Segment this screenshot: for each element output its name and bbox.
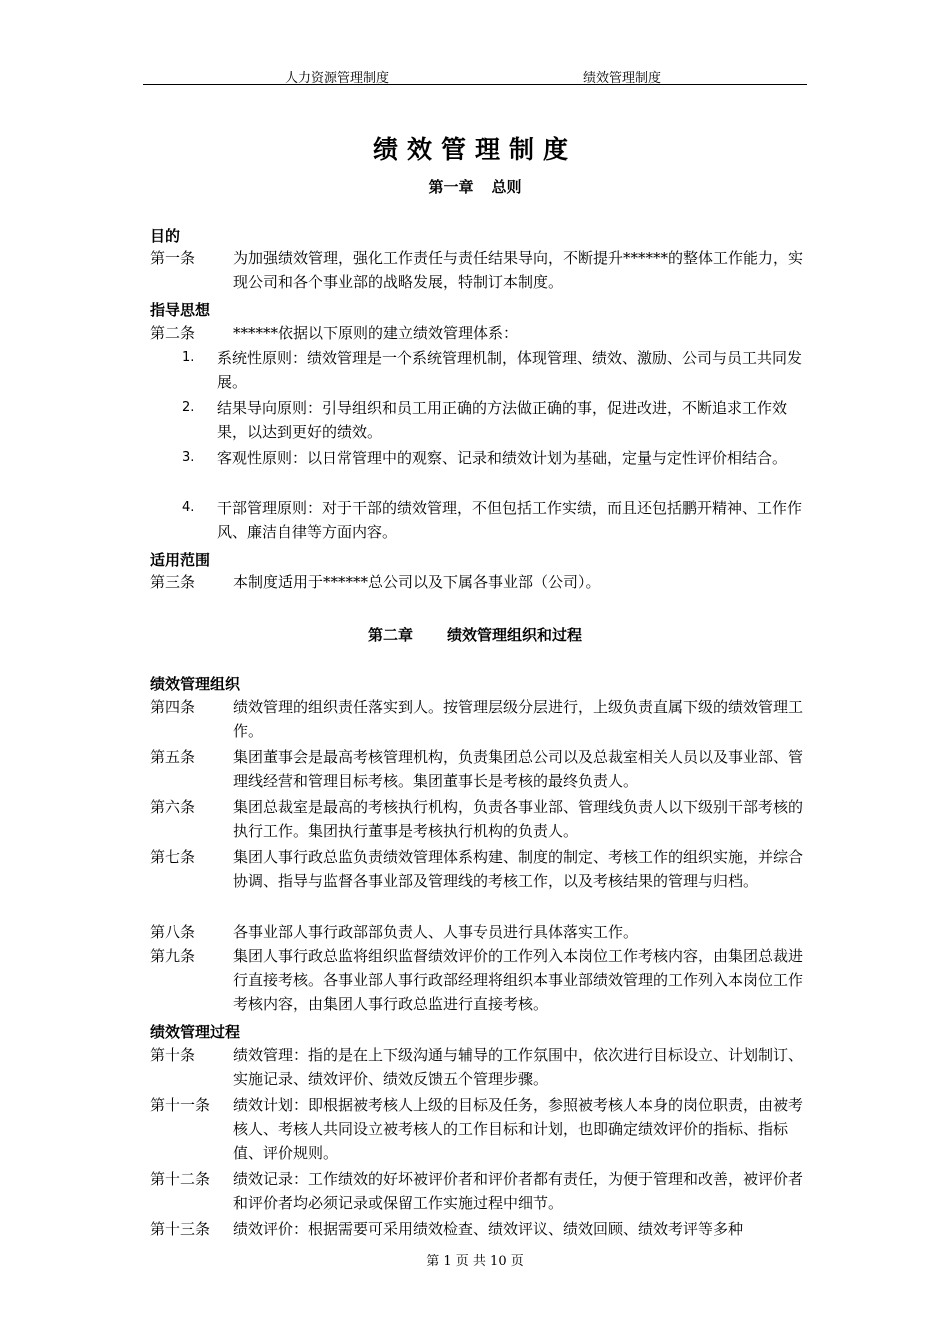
article-label: 第十一条 [150,1096,211,1114]
article-11 [150,1093,810,1165]
header-left: 人力资源管理制度 [285,71,390,86]
section-process: 绩效管理过程 [150,1023,241,1041]
chapter-2-heading [0,624,950,645]
article-13 [150,1217,810,1241]
article-text: 为加强绩效管理，强化工作责任与责任结果导向，不断提升******的整体工作能力，实现公司和各个事业部的战略发展，特制订本制度。 [233,249,804,291]
section-org: 绩效管理组织 [150,675,241,693]
article-text: 绩效记录：工作绩效的好坏被评价者和评价者都有责任，为便于管理和改善，被评价者和评价者均必须记录或保留工作实施过程中细节。 [233,1170,804,1212]
section-purpose: 目的 [150,227,181,245]
article-label: 第七条 [150,848,196,866]
article-label: 第十二条 [150,1170,211,1188]
item-text: 结果导向原则：引导组织和员工用正确的方法做正确的事，促进改进，不断追求工作效果，以达到更好的绩效。 [217,399,788,441]
section-scope: 适用范围 [150,551,211,569]
principle-item [182,446,812,470]
article-label: 第三条 [150,573,196,591]
principle-item [182,346,812,394]
article-label: 第十条 [150,1046,196,1064]
chapter-name: 绩效管理组织和过程 [447,626,583,644]
item-number: 3. [182,450,195,465]
article-3 [150,570,810,594]
article-1 [150,246,810,294]
principle-item [182,396,812,444]
article-text: 各事业部人事行政部部负责人、人事专员进行具体落实工作。 [233,923,639,941]
page-footer: 第 1 页 共 10 页 [426,1254,524,1269]
page-header [143,63,807,85]
section-guiding: 指导思想 [150,301,211,319]
article-10 [150,1043,810,1091]
article-text: 绩效评价：根据需要可采用绩效检查、绩效评议、绩效回顾、绩效考评等多种 [233,1220,744,1238]
article-label: 第四条 [150,698,196,716]
principle-item [182,496,812,544]
article-9 [150,944,810,1016]
item-number: 1. [182,350,195,365]
article-label: 第一条 [150,249,196,267]
article-text: 集团总裁室是最高的考核执行机构，负责各事业部、管理线负责人以下级别干部考核的执行工作。集团执行董事是考核执行机构的负责人。 [233,798,804,840]
item-text: 系统性原则：绩效管理是一个系统管理机制，体现管理、绩效、激励、公司与员工共同发展。 [217,349,803,391]
article-label: 第九条 [150,947,196,965]
article-text: 集团董事会是最高考核管理机构，负责集团总公司以及总裁室相关人员以及事业部、管理线经营和管理目标考核。集团董事长是考核的最终负责人。 [233,748,804,790]
article-text: 绩效管理：指的是在上下级沟通与辅导的工作氛围中，依次进行目标设立、计划制订、实施记录、绩效评价、绩效反馈五个管理步骤。 [233,1046,804,1088]
article-label: 第八条 [150,923,196,941]
document-title: 绩效管理制度 [372,135,577,164]
article-text: 集团人事行政总监负责绩效管理体系构建、制度的制定、考核工作的组织实施，并综合协调、指导与监督各事业部及管理线的考核工作，以及考核结果的管理与归档。 [233,848,804,890]
article-label: 第二条 [150,324,196,342]
article-text: 本制度适用于******总公司以及下属各事业部（公司）。 [233,573,601,591]
chapter-1-heading [0,176,950,197]
article-7 [150,845,810,893]
article-12 [150,1167,810,1215]
article-5 [150,745,810,793]
article-2 [150,321,810,345]
item-number: 4. [182,500,195,515]
item-text: 客观性原则：以日常管理中的观察、记录和绩效计划为基础，定量与定性评价相结合。 [217,449,788,467]
chapter-name: 总则 [491,178,522,196]
article-8 [150,920,810,944]
article-label: 第六条 [150,798,196,816]
article-text: 集团人事行政总监将组织监督绩效评价的工作列入本岗位工作考核内容，由集团总裁进行直接考核。各事业部人事行政部经理将组织本事业部绩效管理的工作列入本岗位工作考核内容，由集团人事行政总监进行直接考核。 [233,947,804,1013]
article-text: ******依据以下原则的建立绩效管理体系： [233,324,519,342]
article-text: 绩效计划：即根据被考核人上级的目标及任务，参照被考核人本身的岗位职责，由被考核人、考核人共同设立被考核人的工作目标和计划，也即确定绩效评价的指标、指标值、评价规则。 [233,1096,804,1162]
header-right: 绩效管理制度 [583,71,662,86]
chapter-number: 第二章 [367,626,413,644]
item-text: 干部管理原则：对于干部的绩效管理，不但包括工作实绩，而且还包括鹏开精神、工作作风、廉洁自律等方面内容。 [217,499,803,541]
article-label: 第十三条 [150,1220,211,1238]
article-label: 第五条 [150,748,196,766]
article-4 [150,695,810,743]
item-number: 2. [182,400,195,415]
article-6 [150,795,810,843]
chapter-number: 第一章 [428,178,474,196]
article-text: 绩效管理的组织责任落实到人。按管理层级分层进行，上级负责直属下级的绩效管理工作。 [233,698,804,740]
